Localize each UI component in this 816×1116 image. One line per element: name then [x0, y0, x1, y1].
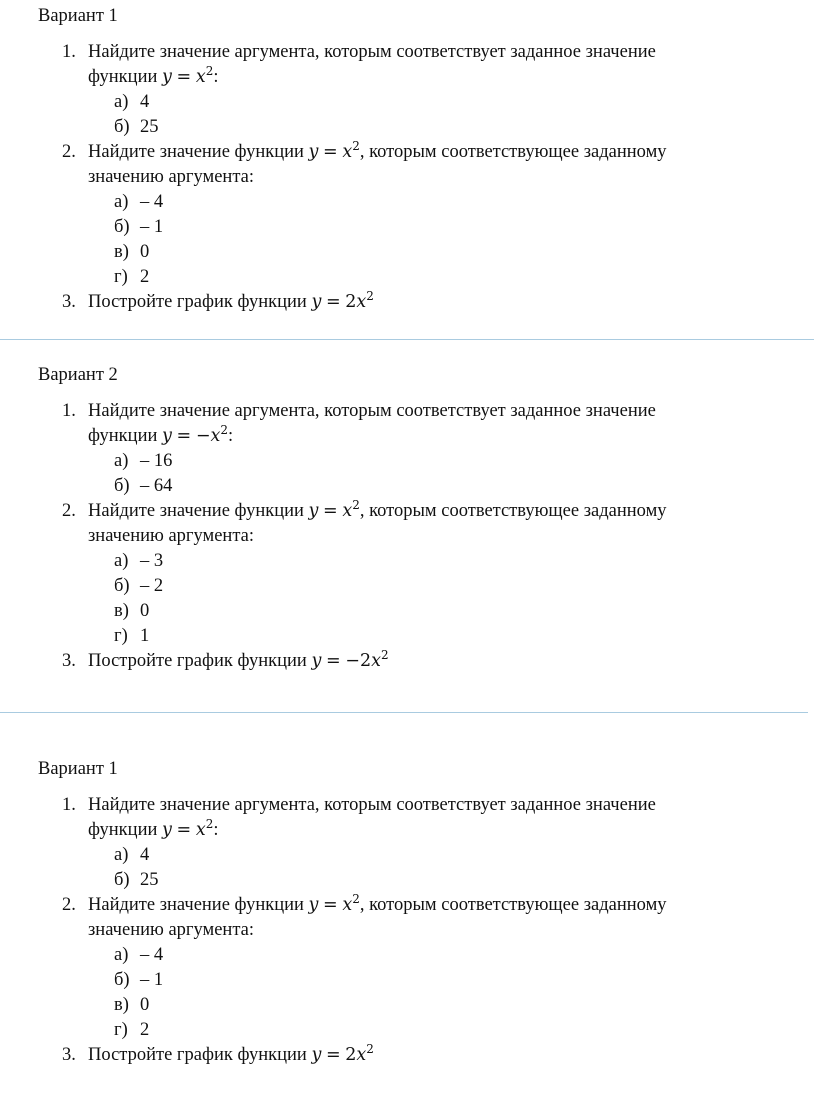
option-value: 4: [140, 92, 150, 112]
option-label: б): [114, 117, 130, 137]
option-label: а): [114, 551, 129, 571]
option-label: б): [114, 476, 130, 496]
option-value: 25: [140, 870, 159, 890]
option-label: а): [114, 945, 129, 965]
option-label: г): [114, 626, 128, 646]
variant-heading: Вариант 1: [38, 6, 118, 26]
option-label: б): [114, 217, 130, 237]
option-label: а): [114, 845, 129, 865]
option-value: – 16: [140, 451, 173, 471]
question-number: 2.: [62, 142, 76, 162]
question-text: Найдите значение функции $y = x^2$, которым соответствующее заданному: [88, 139, 667, 162]
question-text: Постройте график функции $y = 2x^2$: [88, 1042, 374, 1065]
question-number: 2.: [62, 895, 76, 915]
option-value: – 64: [140, 476, 173, 496]
option-value: 25: [140, 117, 159, 137]
option-label: г): [114, 1020, 128, 1040]
function-line: функции $y = x^2$:: [88, 817, 219, 840]
question-number: 1.: [62, 795, 76, 815]
question-text: Найдите значение аргумента, которым соответствует заданное значение: [88, 401, 656, 421]
option-value: 2: [140, 1020, 150, 1040]
option-label: а): [114, 192, 129, 212]
option-label: а): [114, 451, 129, 471]
question-text: Постройте график функции $y = 2x^2$: [88, 289, 374, 312]
question-number: 2.: [62, 501, 76, 521]
question-text: Найдите значение аргумента, которым соответствует заданное значение: [88, 42, 656, 62]
question-text: Найдите значение функции $y = x^2$, которым соответствующее заданному: [88, 498, 667, 521]
option-value: – 2: [140, 576, 164, 596]
function-line: функции $y = -x^2$:: [88, 423, 234, 446]
question-number: 1.: [62, 401, 76, 421]
function-line: функции $y = x^2$:: [88, 64, 219, 87]
option-label: в): [114, 601, 129, 621]
question-number: 3.: [62, 292, 76, 312]
option-value: 0: [140, 601, 150, 621]
variant-heading: Вариант 1: [38, 759, 118, 779]
option-label: б): [114, 576, 130, 596]
option-label: б): [114, 970, 130, 990]
option-label: в): [114, 995, 129, 1015]
question-text-continued: значению аргумента:: [88, 526, 254, 546]
option-value: 1: [140, 626, 150, 646]
option-label: г): [114, 267, 128, 287]
option-value: 0: [140, 242, 150, 262]
option-label: а): [114, 92, 129, 112]
section-divider: [0, 339, 814, 340]
question-text-continued: значению аргумента:: [88, 920, 254, 940]
option-label: б): [114, 870, 130, 890]
question-text: Постройте график функции $y = -2x^2$: [88, 648, 389, 671]
option-value: – 4: [140, 945, 164, 965]
question-number: 3.: [62, 1045, 76, 1065]
option-value: 0: [140, 995, 150, 1015]
question-text: Найдите значение аргумента, которым соответствует заданное значение: [88, 795, 656, 815]
option-value: 2: [140, 267, 150, 287]
question-number: 1.: [62, 42, 76, 62]
section-divider: [0, 712, 808, 713]
question-number: 3.: [62, 651, 76, 671]
option-value: – 1: [140, 217, 164, 237]
option-value: – 4: [140, 192, 164, 212]
variant-heading: Вариант 2: [38, 365, 118, 385]
option-value: 4: [140, 845, 150, 865]
option-label: в): [114, 242, 129, 262]
option-value: – 1: [140, 970, 164, 990]
question-text: Найдите значение функции $y = x^2$, которым соответствующее заданному: [88, 892, 667, 915]
question-text-continued: значению аргумента:: [88, 167, 254, 187]
option-value: – 3: [140, 551, 164, 571]
